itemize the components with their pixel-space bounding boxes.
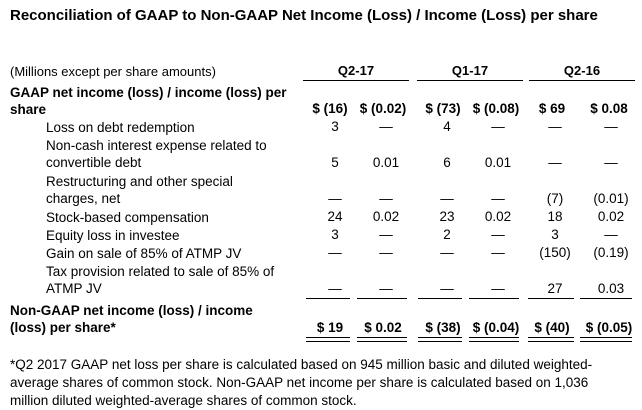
table-cell: $ (0.04) [472, 320, 520, 335]
table-cell: 0.02 [484, 209, 512, 224]
table-cell: — [379, 245, 393, 260]
table-cell: — [440, 245, 454, 260]
table-cell: 3 [331, 119, 339, 134]
subtotal-underline [306, 298, 350, 299]
table-cell: — [548, 155, 562, 170]
table-cell: $ (38) [425, 320, 461, 335]
table-cell: $ (16) [312, 101, 348, 116]
table-cell: — [328, 281, 342, 296]
row-label: Non-cash interest expense related to convertible debt [46, 138, 267, 170]
period-header-q2-17: Q2-17 [337, 63, 375, 78]
table-title: Reconciliation of GAAP to Non-GAAP Net Income (Loss) / Income (Loss) per share [10, 7, 598, 24]
row-label: Loss on debt redemption [46, 120, 195, 135]
subtotal-underline [469, 298, 519, 299]
table-cell: — [379, 119, 393, 134]
table-cell: $ (0.05) [585, 320, 633, 335]
table-cell: (150) [539, 245, 571, 260]
units-label: (Millions except per share amounts) [10, 64, 216, 79]
table-cell: — [491, 281, 505, 296]
table-cell: 0.01 [484, 155, 512, 170]
row-label: Gain on sale of 85% of ATMP JV [46, 246, 242, 261]
table-cell: $ 69 [538, 101, 566, 116]
table-cell: 0.03 [597, 281, 625, 296]
table-cell: — [604, 155, 618, 170]
table-cell: $ (40) [534, 320, 570, 335]
table-cell: 0.02 [597, 209, 625, 224]
total-double-underline [418, 337, 462, 342]
total-double-underline [469, 337, 519, 342]
period-underline [417, 80, 523, 81]
table-cell: (0.19) [593, 245, 629, 260]
period-header-q1-17: Q1-17 [451, 63, 489, 78]
table-cell: $ 19 [316, 320, 344, 335]
table-cell: 2 [443, 227, 451, 242]
table-cell: (0.01) [593, 191, 629, 206]
table-cell: $ 0.02 [364, 320, 402, 335]
table-cell: — [328, 191, 342, 206]
subtotal-underline [528, 298, 574, 299]
table-cell: 18 [547, 209, 563, 224]
table-cell: — [491, 191, 505, 206]
table-cell: 3 [551, 227, 559, 242]
footnote: *Q2 2017 GAAP net loss per share is calculated based on 945 million basic and diluted weighted-average shares of common stock. Non-GAAP net income per share is calculated based on 1,036 million diluted weighted-average shares of common stock. [10, 357, 593, 408]
subtotal-underline [418, 298, 462, 299]
table-cell: 27 [547, 281, 563, 296]
table-cell: — [491, 245, 505, 260]
table-cell: $ (0.02) [359, 101, 407, 116]
table-cell: — [604, 227, 618, 242]
period-underline [303, 80, 409, 81]
period-header-q2-16: Q2-16 [563, 63, 601, 78]
table-cell: — [491, 227, 505, 242]
total-double-underline [580, 337, 632, 342]
table-cell: 5 [331, 155, 339, 170]
table-cell: 0.01 [372, 155, 400, 170]
row-label-gaap: GAAP net income (loss) / income (loss) per share [10, 85, 287, 117]
table-cell: — [604, 119, 618, 134]
table-cell: 3 [331, 227, 339, 242]
table-cell: — [440, 281, 454, 296]
total-double-underline [528, 337, 574, 342]
table-cell: $ (0.08) [472, 101, 520, 116]
table-cell: 24 [327, 209, 343, 224]
table-cell: $ 0.08 [590, 101, 628, 116]
row-label: Equity loss in investee [46, 228, 180, 243]
table-cell: (7) [546, 191, 564, 206]
table-cell: 0.02 [372, 209, 400, 224]
period-underline [529, 80, 635, 81]
row-label: Restructuring and other special charges, net [46, 174, 233, 206]
table-cell: — [491, 119, 505, 134]
total-double-underline [357, 337, 407, 342]
table-cell: 23 [439, 209, 455, 224]
table-cell: — [379, 227, 393, 242]
table-cell: 4 [443, 119, 451, 134]
row-label-non-gaap: Non-GAAP net income (loss) / income (loss) per share* [10, 303, 253, 335]
row-label: Stock-based compensation [46, 210, 209, 225]
table-cell: — [328, 245, 342, 260]
table-cell: — [440, 191, 454, 206]
subtotal-underline [580, 298, 632, 299]
table-cell: $ (73) [425, 101, 461, 116]
subtotal-underline [357, 298, 407, 299]
table-cell: — [379, 281, 393, 296]
row-label: Tax provision related to sale of 85% of ATMP JV [46, 264, 275, 296]
total-double-underline [306, 337, 350, 342]
table-cell: — [548, 119, 562, 134]
table-cell: 6 [443, 155, 451, 170]
table-cell: — [379, 191, 393, 206]
